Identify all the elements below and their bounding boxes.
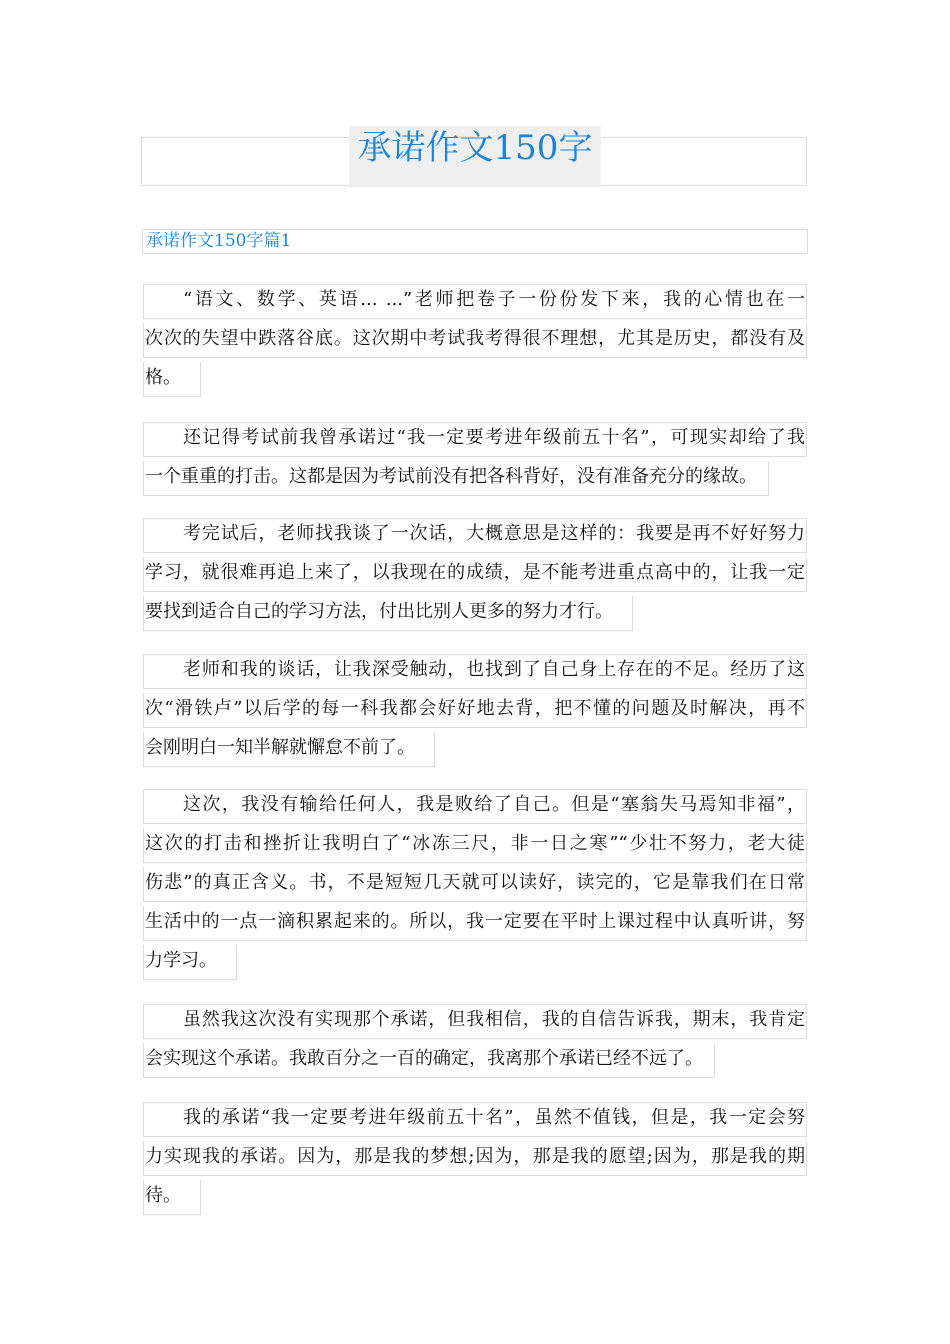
text-line: 要找到适合自己的学习方法，付出比别人更多的努力才行。	[143, 596, 633, 635]
paragraph	[143, 422, 807, 500]
text-line: 会实现这个承诺。我敢百分之一百的确定，我离那个承诺已经不远了。	[143, 1043, 715, 1082]
section-heading: 承诺作文150字篇1	[142, 229, 808, 254]
text-line: 待。	[143, 1180, 201, 1219]
text-line: 我的承诺“我一定要考进年级前五十名”，虽然不值钱，但是，我一定会努	[143, 1102, 807, 1141]
text-line: 会刚明白一知半解就懈怠不前了。	[143, 732, 435, 771]
paragraph	[143, 518, 807, 635]
text-line: 格。	[143, 362, 201, 401]
text-line: 力学习。	[143, 945, 237, 984]
text-line: 考完试后，老师找我谈了一次话，大概意思是这样的：我要是再不好好努力	[143, 518, 807, 557]
page-title: 承诺作文150字	[357, 128, 593, 168]
text-line: 次次的失望中跌落谷底。这次期中考试我考得很不理想，尤其是历史，都没有及	[143, 323, 807, 362]
text-line: 次“滑铁卢”以后学的每一科我都会好好地去背，把不懂的问题及时解决，再不	[143, 693, 807, 732]
text-line: 生活中的一点一滴积累起来的。所以，我一定要在平时上课过程中认真听讲，努	[143, 906, 807, 945]
paragraph	[143, 1004, 807, 1082]
paragraph	[143, 284, 807, 401]
text-line: 学习，就很难再追上来了，以我现在的成绩，是不能考进重点高中的，让我一定	[143, 557, 807, 596]
text-line: 还记得考试前我曾承诺过“我一定要考进年级前五十名”，可现实却给了我	[143, 422, 807, 461]
text-line: 一个重重的打击。这都是因为考试前没有把各科背好，没有准备充分的缘故。	[143, 461, 769, 500]
paragraph	[143, 1102, 807, 1219]
paragraph	[143, 654, 807, 771]
text-line: 老师和我的谈话，让我深受触动，也找到了自己身上存在的不足。经历了这	[143, 654, 807, 693]
text-line: 力实现我的承诺。因为，那是我的梦想;因为，那是我的愿望;因为，那是我的期	[143, 1141, 807, 1180]
text-line: 这次，我没有输给任何人，我是败给了自己。但是“塞翁失马焉知非福”，	[143, 789, 807, 828]
text-line: 这次的打击和挫折让我明白了“冰冻三尺，非一日之寒”“少壮不努力，老大徒	[143, 828, 807, 867]
text-line: “语文、数学、英语... ...”老师把卷子一份份发下来，我的心情也在一	[143, 284, 807, 323]
paragraph	[143, 789, 807, 984]
text-line: 虽然我这次没有实现那个承诺，但我相信，我的自信告诉我，期末，我肯定	[143, 1004, 807, 1043]
text-line: 伤悲”的真正含义。书，不是短短几天就可以读好，读完的，它是靠我们在日常	[143, 867, 807, 906]
